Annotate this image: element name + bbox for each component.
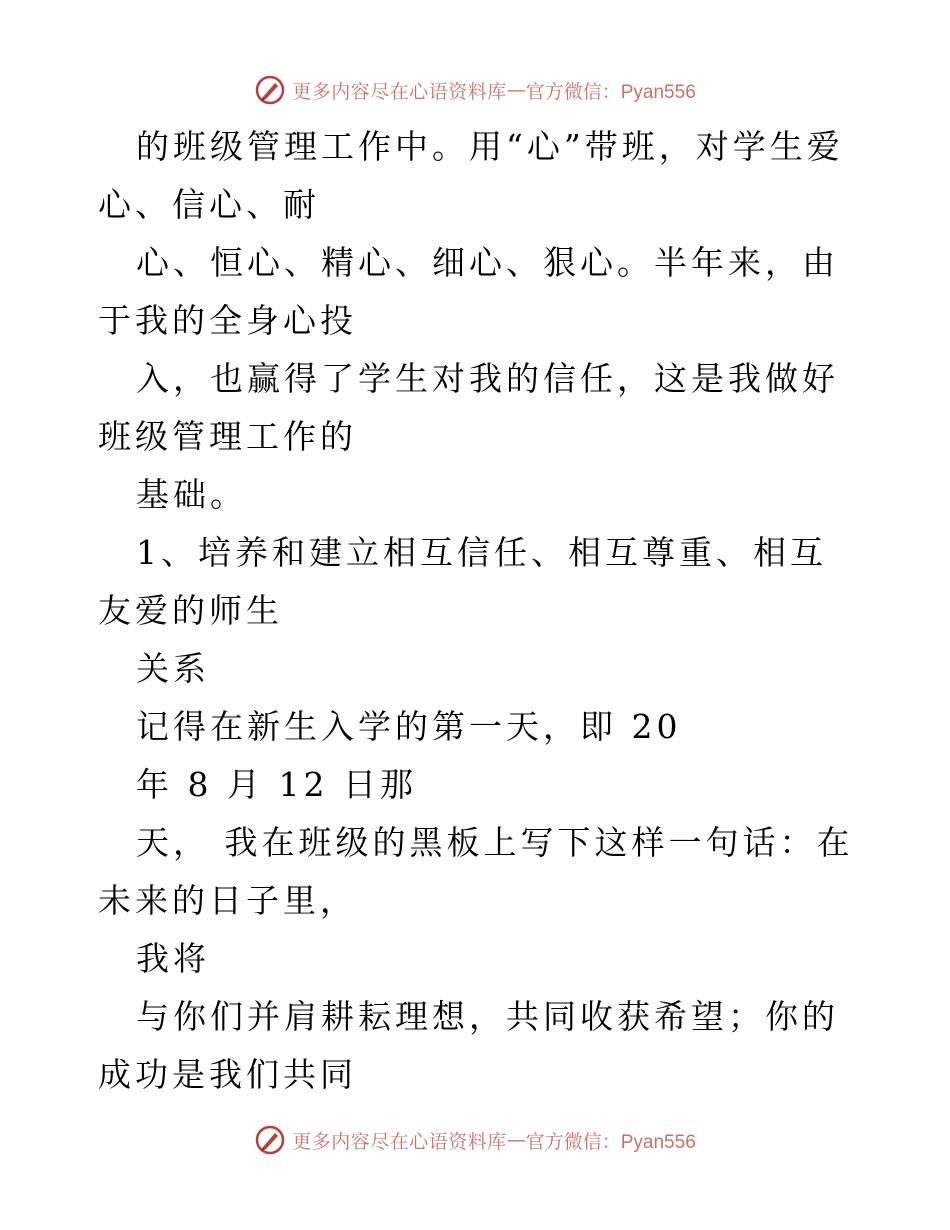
pen-logo-icon [254,1124,286,1156]
watermark-separator: — [506,1129,526,1151]
paragraph: 我将 [136,939,210,978]
paragraph: 与你们并肩耕耘理想，共同收获希望；你的成功是我们共同 [98,997,839,1094]
pen-logo-icon [254,74,286,106]
paragraph: 的班级管理工作中。用“心”带班，对学生爱心、信心、耐 [98,127,844,224]
header-watermark [0,72,950,108]
paragraph: 关系 [136,649,210,688]
paragraph: 记得在新生入学的第一天，即 20 [136,707,682,746]
paragraph: 年 8 月 12 日那 [136,765,417,804]
paragraph: 天， 我在班级的黑板上写下这样一句话：在未来的日子里， [98,823,854,920]
watermark-separator: — [506,79,526,101]
paragraph: 基础。 [136,475,247,514]
paragraph: 1、培养和建立相互信任、相互尊重、相互友爱的师生 [98,533,827,630]
paragraph: 入，也赢得了学生对我的信任，这是我做好班级管理工作的 [98,359,839,456]
document-body [98,118,858,1104]
watermark-account: 官方微信：Pyan556 [525,1131,696,1153]
watermark-main-text: 更多内容尽在心语资料库 [292,80,507,103]
watermark-account: 官方微信：Pyan556 [525,81,696,103]
watermark-main-text: 更多内容尽在心语资料库 [292,1130,507,1153]
footer-watermark [0,1122,950,1158]
paragraph: 心、恒心、精心、细心、狠心。半年来，由于我的全身心投 [98,243,839,340]
